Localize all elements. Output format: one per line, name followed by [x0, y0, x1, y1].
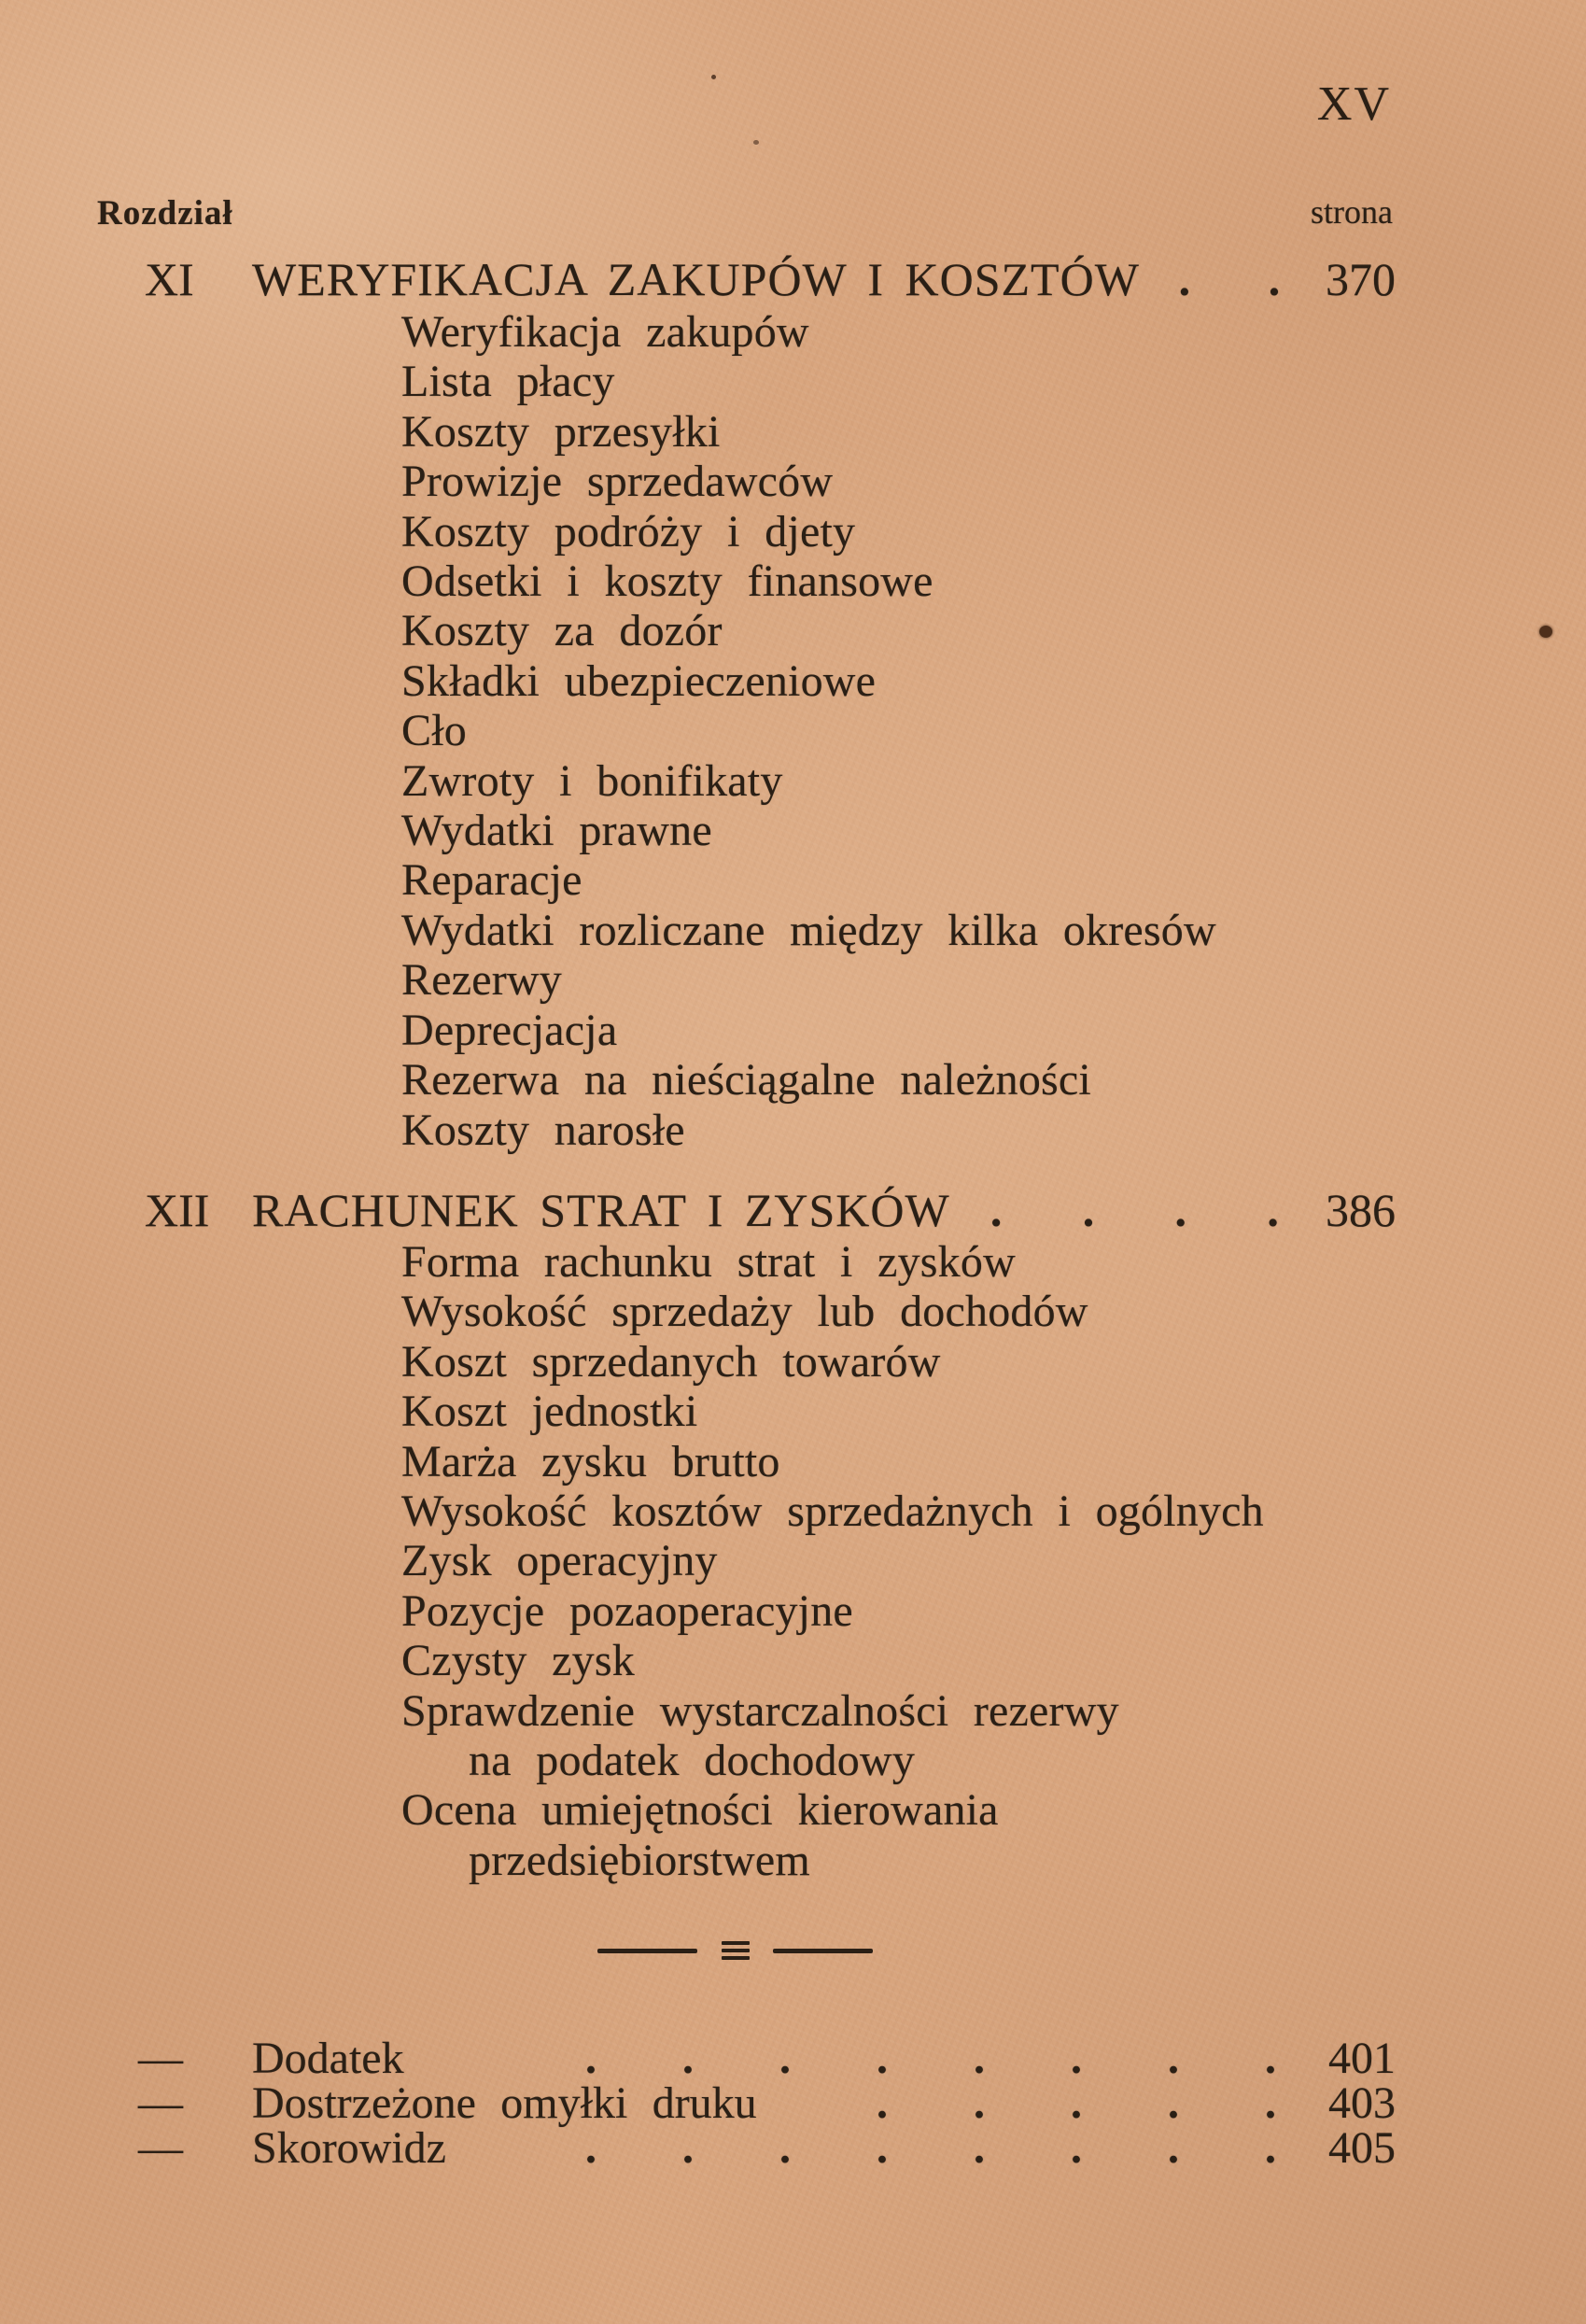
- toc-item: Składki ubezpieczeniowe: [401, 655, 877, 706]
- toc-item: Wysokość kosztów sprzedażnych i ogólnych: [401, 1486, 1264, 1537]
- leader-dot: .: [1082, 1184, 1095, 1236]
- chapter-title: WERYFIKACJA ZAKUPÓW I KOSZTÓW: [252, 253, 1140, 305]
- column-header-page: strona: [1311, 193, 1393, 231]
- divider-rule-left: [597, 1949, 697, 1953]
- leader-dot: .: [682, 2036, 694, 2081]
- toc-item: Koszty przesyłki: [401, 406, 721, 457]
- leader-dots: [950, 1183, 1319, 1237]
- toc-item: Odsetki i koszty finansowe: [401, 556, 933, 607]
- leader-dot: .: [779, 2036, 791, 2081]
- toc-item: Koszty narosłe: [401, 1105, 685, 1155]
- toc-item: Rezerwy: [401, 955, 562, 1006]
- dash-marker: —: [138, 2123, 183, 2173]
- leader-dot: .: [974, 2126, 985, 2171]
- toc-item: Wydatki rozliczane między kilka okresów: [401, 905, 1216, 955]
- leader-dot: .: [779, 2126, 791, 2171]
- leader-dot: .: [682, 2126, 694, 2171]
- toc-item: Koszty za dozór: [401, 606, 723, 656]
- leader-dot: .: [1071, 2126, 1082, 2171]
- toc-item: Wysokość sprzedaży lub dochodów: [401, 1287, 1088, 1337]
- toc-item: Ocena umiejętności kierowania: [401, 1785, 999, 1836]
- toc-item: Czysty zysk: [401, 1636, 635, 1686]
- toc-item: Zysk operacyjny: [401, 1536, 718, 1586]
- back-matter-row: [0, 2123, 1586, 2173]
- leader-dot: .: [877, 2126, 888, 2171]
- toc-item: Forma rachunku strat i zysków: [401, 1237, 1016, 1287]
- toc-item: Koszt sprzedanych towarów: [401, 1336, 941, 1387]
- leader-dot: .: [1265, 2126, 1276, 2171]
- back-matter-title: Skorowidz: [252, 2123, 446, 2173]
- leader-dot: .: [1267, 1184, 1279, 1236]
- leader-dots: [404, 2036, 1319, 2081]
- page-folio-number: XV: [1316, 77, 1391, 131]
- section-divider: [597, 1932, 873, 1969]
- divider-rule-right: [773, 1949, 873, 1953]
- chapter-heading-row: [0, 252, 1586, 306]
- leader-dot: .: [1168, 2126, 1179, 2171]
- toc-item: na podatek dochodowy: [469, 1736, 916, 1786]
- leader-dot: .: [1268, 253, 1281, 305]
- toc-item: przedsiębiorstwem: [469, 1835, 810, 1885]
- back-matter-row: [0, 2078, 1586, 2128]
- toc-item: Deprecjacja: [401, 1005, 618, 1055]
- leader-dot: .: [1071, 2036, 1082, 2081]
- ink-speck: [753, 140, 759, 145]
- leader-dot: .: [585, 2036, 597, 2081]
- back-matter-title: Dostrzeżone omyłki druku: [252, 2078, 757, 2128]
- back-matter-page-number: 401: [1328, 2034, 1396, 2083]
- leader-dot: .: [585, 2126, 597, 2171]
- toc-item: Weryfikacja zakupów: [401, 307, 809, 357]
- chapter-number: XII: [145, 1184, 210, 1236]
- toc-item: Reparacje: [401, 855, 582, 906]
- toc-item: Rezerwa na nieściągalne należności: [401, 1055, 1091, 1106]
- back-matter-row: [0, 2036, 1586, 2081]
- ink-speck: [711, 75, 716, 79]
- chapter-page-number: 370: [1326, 253, 1396, 305]
- toc-item: Koszt jednostki: [401, 1387, 698, 1437]
- leader-dots: [446, 2126, 1319, 2171]
- toc-item: Wydatki prawne: [401, 806, 712, 856]
- back-matter-list: [0, 2036, 1586, 2171]
- leader-dot: .: [974, 2081, 985, 2126]
- leader-dot: .: [1168, 2036, 1179, 2081]
- leader-dot: .: [989, 1184, 1003, 1236]
- chapter-page-number: 386: [1326, 1184, 1396, 1236]
- toc-item: Prowizje sprzedawców: [401, 457, 834, 507]
- leader-dot: .: [1265, 2036, 1276, 2081]
- chapter-item-list: [401, 307, 1216, 1155]
- leader-dot: .: [1174, 1184, 1187, 1236]
- back-matter-page-number: 403: [1328, 2078, 1396, 2128]
- dash-marker: —: [138, 2078, 183, 2128]
- leader-dots: [1140, 252, 1319, 306]
- back-matter-page-number: 405: [1328, 2123, 1396, 2173]
- toc-item: Sprawdzenie wystarczalności rezerwy: [401, 1685, 1119, 1736]
- ink-speck: [1539, 626, 1552, 638]
- dash-marker: —: [138, 2034, 183, 2083]
- leader-dot: .: [1168, 2081, 1179, 2126]
- chapter-heading-row: [0, 1183, 1586, 1237]
- leader-dots: [757, 2081, 1319, 2126]
- toc-item: Zwroty i bonifikaty: [401, 755, 783, 806]
- chapter-number: XI: [145, 253, 194, 305]
- leader-dot: .: [974, 2036, 985, 2081]
- leader-dot: .: [877, 2081, 888, 2126]
- leader-dot: .: [877, 2036, 888, 2081]
- leader-dot: .: [1071, 2081, 1082, 2126]
- column-header-chapter: Rozdział: [97, 194, 233, 232]
- toc-item: Lista płacy: [401, 357, 615, 407]
- toc-item: Cło: [401, 706, 467, 756]
- leader-dot: .: [1178, 253, 1191, 305]
- toc-item: Pozycje pozaoperacyjne: [401, 1585, 853, 1636]
- back-matter-title: Dodatek: [252, 2034, 404, 2083]
- divider-equivalence-mark: [722, 1941, 750, 1960]
- toc-item: Marża zysku brutto: [401, 1436, 780, 1486]
- chapter-item-list: [401, 1237, 1264, 1885]
- chapter-title: RACHUNEK STRAT I ZYSKÓW: [252, 1184, 950, 1236]
- leader-dot: .: [1265, 2081, 1276, 2126]
- toc-item: Koszty podróży i djety: [401, 506, 856, 556]
